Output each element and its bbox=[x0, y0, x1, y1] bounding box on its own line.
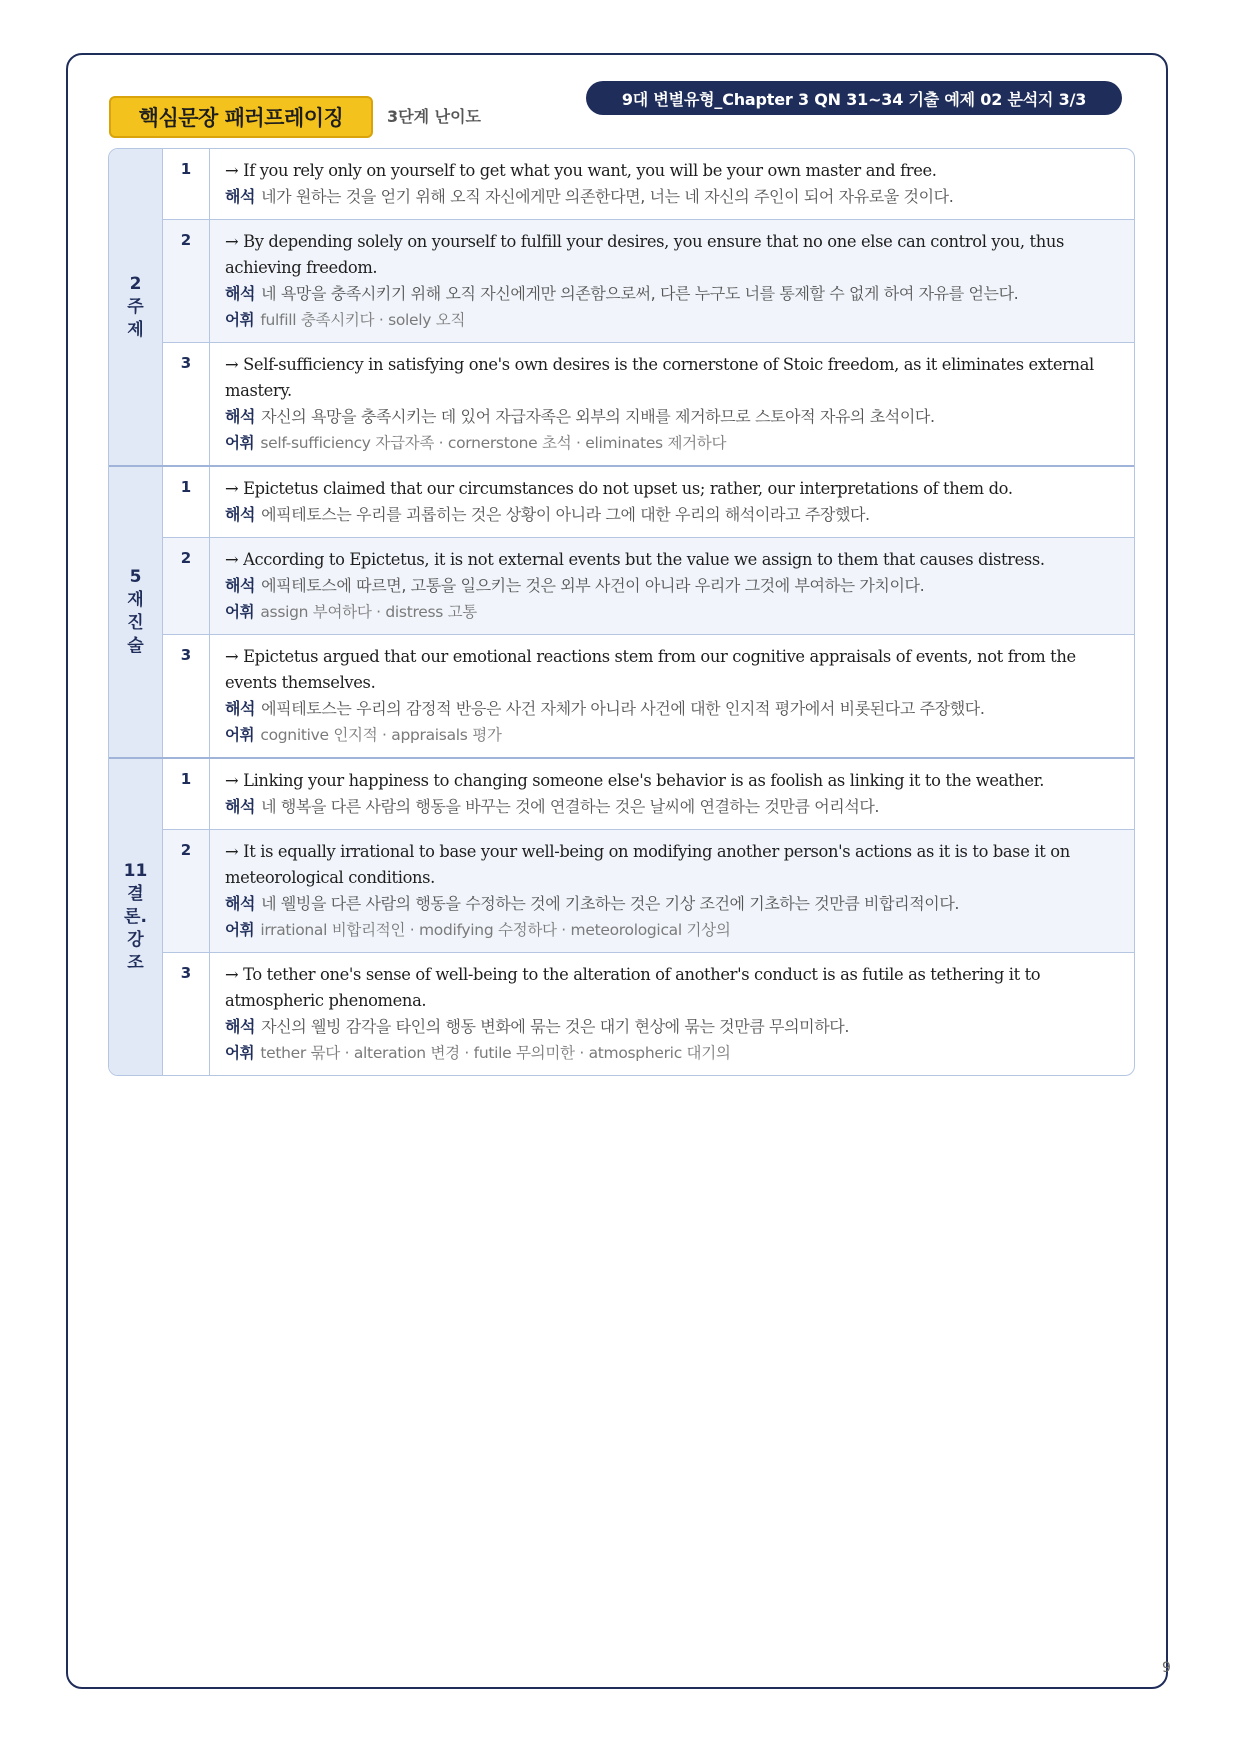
translation-text: 에픽테토스는 우리의 감정적 반응은 사건 자체가 아니라 사건에 대한 인지적 평가에서 비롯된다고 주장했다. bbox=[261, 699, 985, 718]
english-sentence: → It is equally irrational to base your well-being on modifying another person's actions as it is to base it on meteorological conditions. bbox=[225, 842, 1070, 887]
group-label: 11 결 론. 강 조 bbox=[123, 860, 148, 973]
english-sentence: → By depending solely on yourself to fulfill your desires, you ensure that no one else can control you, thus achieving freedom. bbox=[225, 232, 1064, 277]
row-number: 2 bbox=[163, 220, 210, 342]
english-sentence: → Linking your happiness to changing someone else's behavior is as foolish as linking it to the weather. bbox=[225, 771, 1045, 790]
korean-translation bbox=[225, 404, 1118, 430]
row-content bbox=[210, 538, 1134, 634]
table-row bbox=[163, 759, 1134, 830]
difficulty-level: 3단계 난이도 bbox=[387, 107, 481, 126]
vocabulary bbox=[225, 599, 1118, 625]
row-content bbox=[210, 467, 1134, 537]
row-number: 3 bbox=[163, 953, 210, 1075]
english-sentence: → If you rely only on yourself to get what you want, you will be your own master and free. bbox=[225, 161, 937, 180]
korean-translation bbox=[225, 281, 1118, 307]
row-number: 1 bbox=[163, 759, 210, 829]
vocabulary bbox=[225, 917, 1118, 943]
korean-translation bbox=[225, 794, 1118, 820]
row-content bbox=[210, 149, 1134, 219]
vocabulary bbox=[225, 1040, 1118, 1066]
row-content bbox=[210, 220, 1134, 342]
vocab-tag: 어휘 bbox=[225, 603, 255, 621]
vocab-tag: 어휘 bbox=[225, 921, 255, 939]
translation-tag: 해석 bbox=[225, 894, 256, 913]
korean-translation bbox=[225, 184, 1118, 210]
vocabulary bbox=[225, 722, 1118, 748]
table-group bbox=[109, 149, 1134, 467]
translation-text: 네가 원하는 것을 얻기 위해 오직 자신에게만 의존한다면, 너는 네 자신의 주인이 되어 자유로울 것이다. bbox=[261, 187, 954, 206]
vocab-text: cognitive 인지적 · appraisals 평가 bbox=[260, 726, 502, 744]
group-label: 2 주 제 bbox=[127, 273, 144, 340]
vocab-text: assign 부여하다 · distress 고통 bbox=[260, 603, 477, 621]
english-sentence: → According to Epictetus, it is not external events but the value we assign to them that causes distress. bbox=[225, 550, 1045, 569]
group-label-cell bbox=[109, 759, 163, 1075]
row-number: 1 bbox=[163, 467, 210, 537]
vocab-text: irrational 비합리적인 · modifying 수정하다 · meteorological 기상의 bbox=[260, 921, 731, 939]
section-title: 핵심문장 패러프레이징 bbox=[109, 96, 373, 138]
translation-tag: 해석 bbox=[225, 576, 256, 595]
translation-text: 자신의 욕망을 충족시키는 데 있어 자급자족은 외부의 지배를 제거하므로 스토아적 자유의 초석이다. bbox=[261, 407, 935, 426]
table-group bbox=[109, 759, 1134, 1075]
translation-tag: 해석 bbox=[225, 284, 256, 303]
row-content bbox=[210, 830, 1134, 952]
row-number: 1 bbox=[163, 149, 210, 219]
english-sentence: → Epictetus claimed that our circumstances do not upset us; rather, our interpretations of them do. bbox=[225, 479, 1013, 498]
paraphrase-table bbox=[108, 148, 1135, 1076]
translation-tag: 해석 bbox=[225, 1017, 256, 1036]
table-row bbox=[163, 953, 1134, 1075]
translation-tag: 해석 bbox=[225, 407, 256, 426]
table-row bbox=[163, 635, 1134, 757]
table-row bbox=[163, 467, 1134, 538]
row-content bbox=[210, 759, 1134, 829]
translation-text: 에픽테토스에 따르면, 고통을 일으키는 것은 외부 사건이 아니라 우리가 그것에 부여하는 가치이다. bbox=[261, 576, 925, 595]
korean-translation bbox=[225, 1014, 1118, 1040]
translation-tag: 해석 bbox=[225, 187, 256, 206]
vocab-text: tether 묶다 · alteration 변경 · futile 무의미한 · atmospheric 대기의 bbox=[260, 1044, 731, 1062]
table-row bbox=[163, 343, 1134, 465]
translation-tag: 해석 bbox=[225, 699, 256, 718]
row-number: 2 bbox=[163, 538, 210, 634]
vocabulary bbox=[225, 307, 1118, 333]
vocabulary bbox=[225, 430, 1118, 456]
translation-text: 에픽테토스는 우리를 괴롭히는 것은 상황이 아니라 그에 대한 우리의 해석이라고 주장했다. bbox=[261, 505, 870, 524]
korean-translation bbox=[225, 502, 1118, 528]
row-number: 3 bbox=[163, 635, 210, 757]
group-label-cell bbox=[109, 149, 163, 465]
translation-tag: 해석 bbox=[225, 797, 256, 816]
row-content bbox=[210, 343, 1134, 465]
vocab-tag: 어휘 bbox=[225, 1044, 255, 1062]
translation-text: 자신의 웰빙 감각을 타인의 행동 변화에 묶는 것은 대기 현상에 묶는 것만큼 무의미하다. bbox=[261, 1017, 850, 1036]
translation-text: 네 웰빙을 다른 사람의 행동을 수정하는 것에 기초하는 것은 기상 조건에 기초하는 것만큼 비합리적이다. bbox=[261, 894, 960, 913]
table-row bbox=[163, 220, 1134, 343]
english-sentence: → Self-sufficiency in satisfying one's own desires is the cornerstone of Stoic freedom, as it eliminates external mastery. bbox=[225, 355, 1094, 400]
table-row bbox=[163, 830, 1134, 953]
table-row bbox=[163, 538, 1134, 635]
vocab-text: fulfill 충족시키다 · solely 오직 bbox=[260, 311, 466, 329]
vocab-tag: 어휘 bbox=[225, 311, 255, 329]
korean-translation bbox=[225, 891, 1118, 917]
table-group bbox=[109, 467, 1134, 759]
korean-translation bbox=[225, 573, 1118, 599]
chapter-badge: 9대 변별유형_Chapter 3 QN 31~34 기출 예제 02 분석지 3/3 bbox=[586, 81, 1122, 115]
translation-tag: 해석 bbox=[225, 505, 256, 524]
translation-text: 네 욕망을 충족시키기 위해 오직 자신에게만 의존함으로써, 다른 누구도 너를 통제할 수 없게 하여 자유를 얻는다. bbox=[261, 284, 1019, 303]
group-label: 5 재 진 술 bbox=[127, 567, 144, 656]
row-content bbox=[210, 635, 1134, 757]
english-sentence: → Epictetus argued that our emotional reactions stem from our cognitive appraisals of events, not from the events themselves. bbox=[225, 647, 1076, 692]
row-number: 2 bbox=[163, 830, 210, 952]
vocab-tag: 어휘 bbox=[225, 726, 255, 744]
row-number: 3 bbox=[163, 343, 210, 465]
page-number: 9 bbox=[1162, 1660, 1171, 1676]
translation-text: 네 행복을 다른 사람의 행동을 바꾸는 것에 연결하는 것은 날씨에 연결하는 것만큼 어리석다. bbox=[261, 797, 880, 816]
row-content bbox=[210, 953, 1134, 1075]
vocab-text: self-sufficiency 자급자족 · cornerstone 초석 · eliminates 제거하다 bbox=[260, 434, 727, 452]
vocab-tag: 어휘 bbox=[225, 434, 255, 452]
table-row bbox=[163, 149, 1134, 220]
group-label-cell bbox=[109, 467, 163, 757]
korean-translation bbox=[225, 696, 1118, 722]
english-sentence: → To tether one's sense of well-being to the alteration of another's conduct is as futile as tethering it to atmospheric phenomena. bbox=[225, 965, 1041, 1010]
